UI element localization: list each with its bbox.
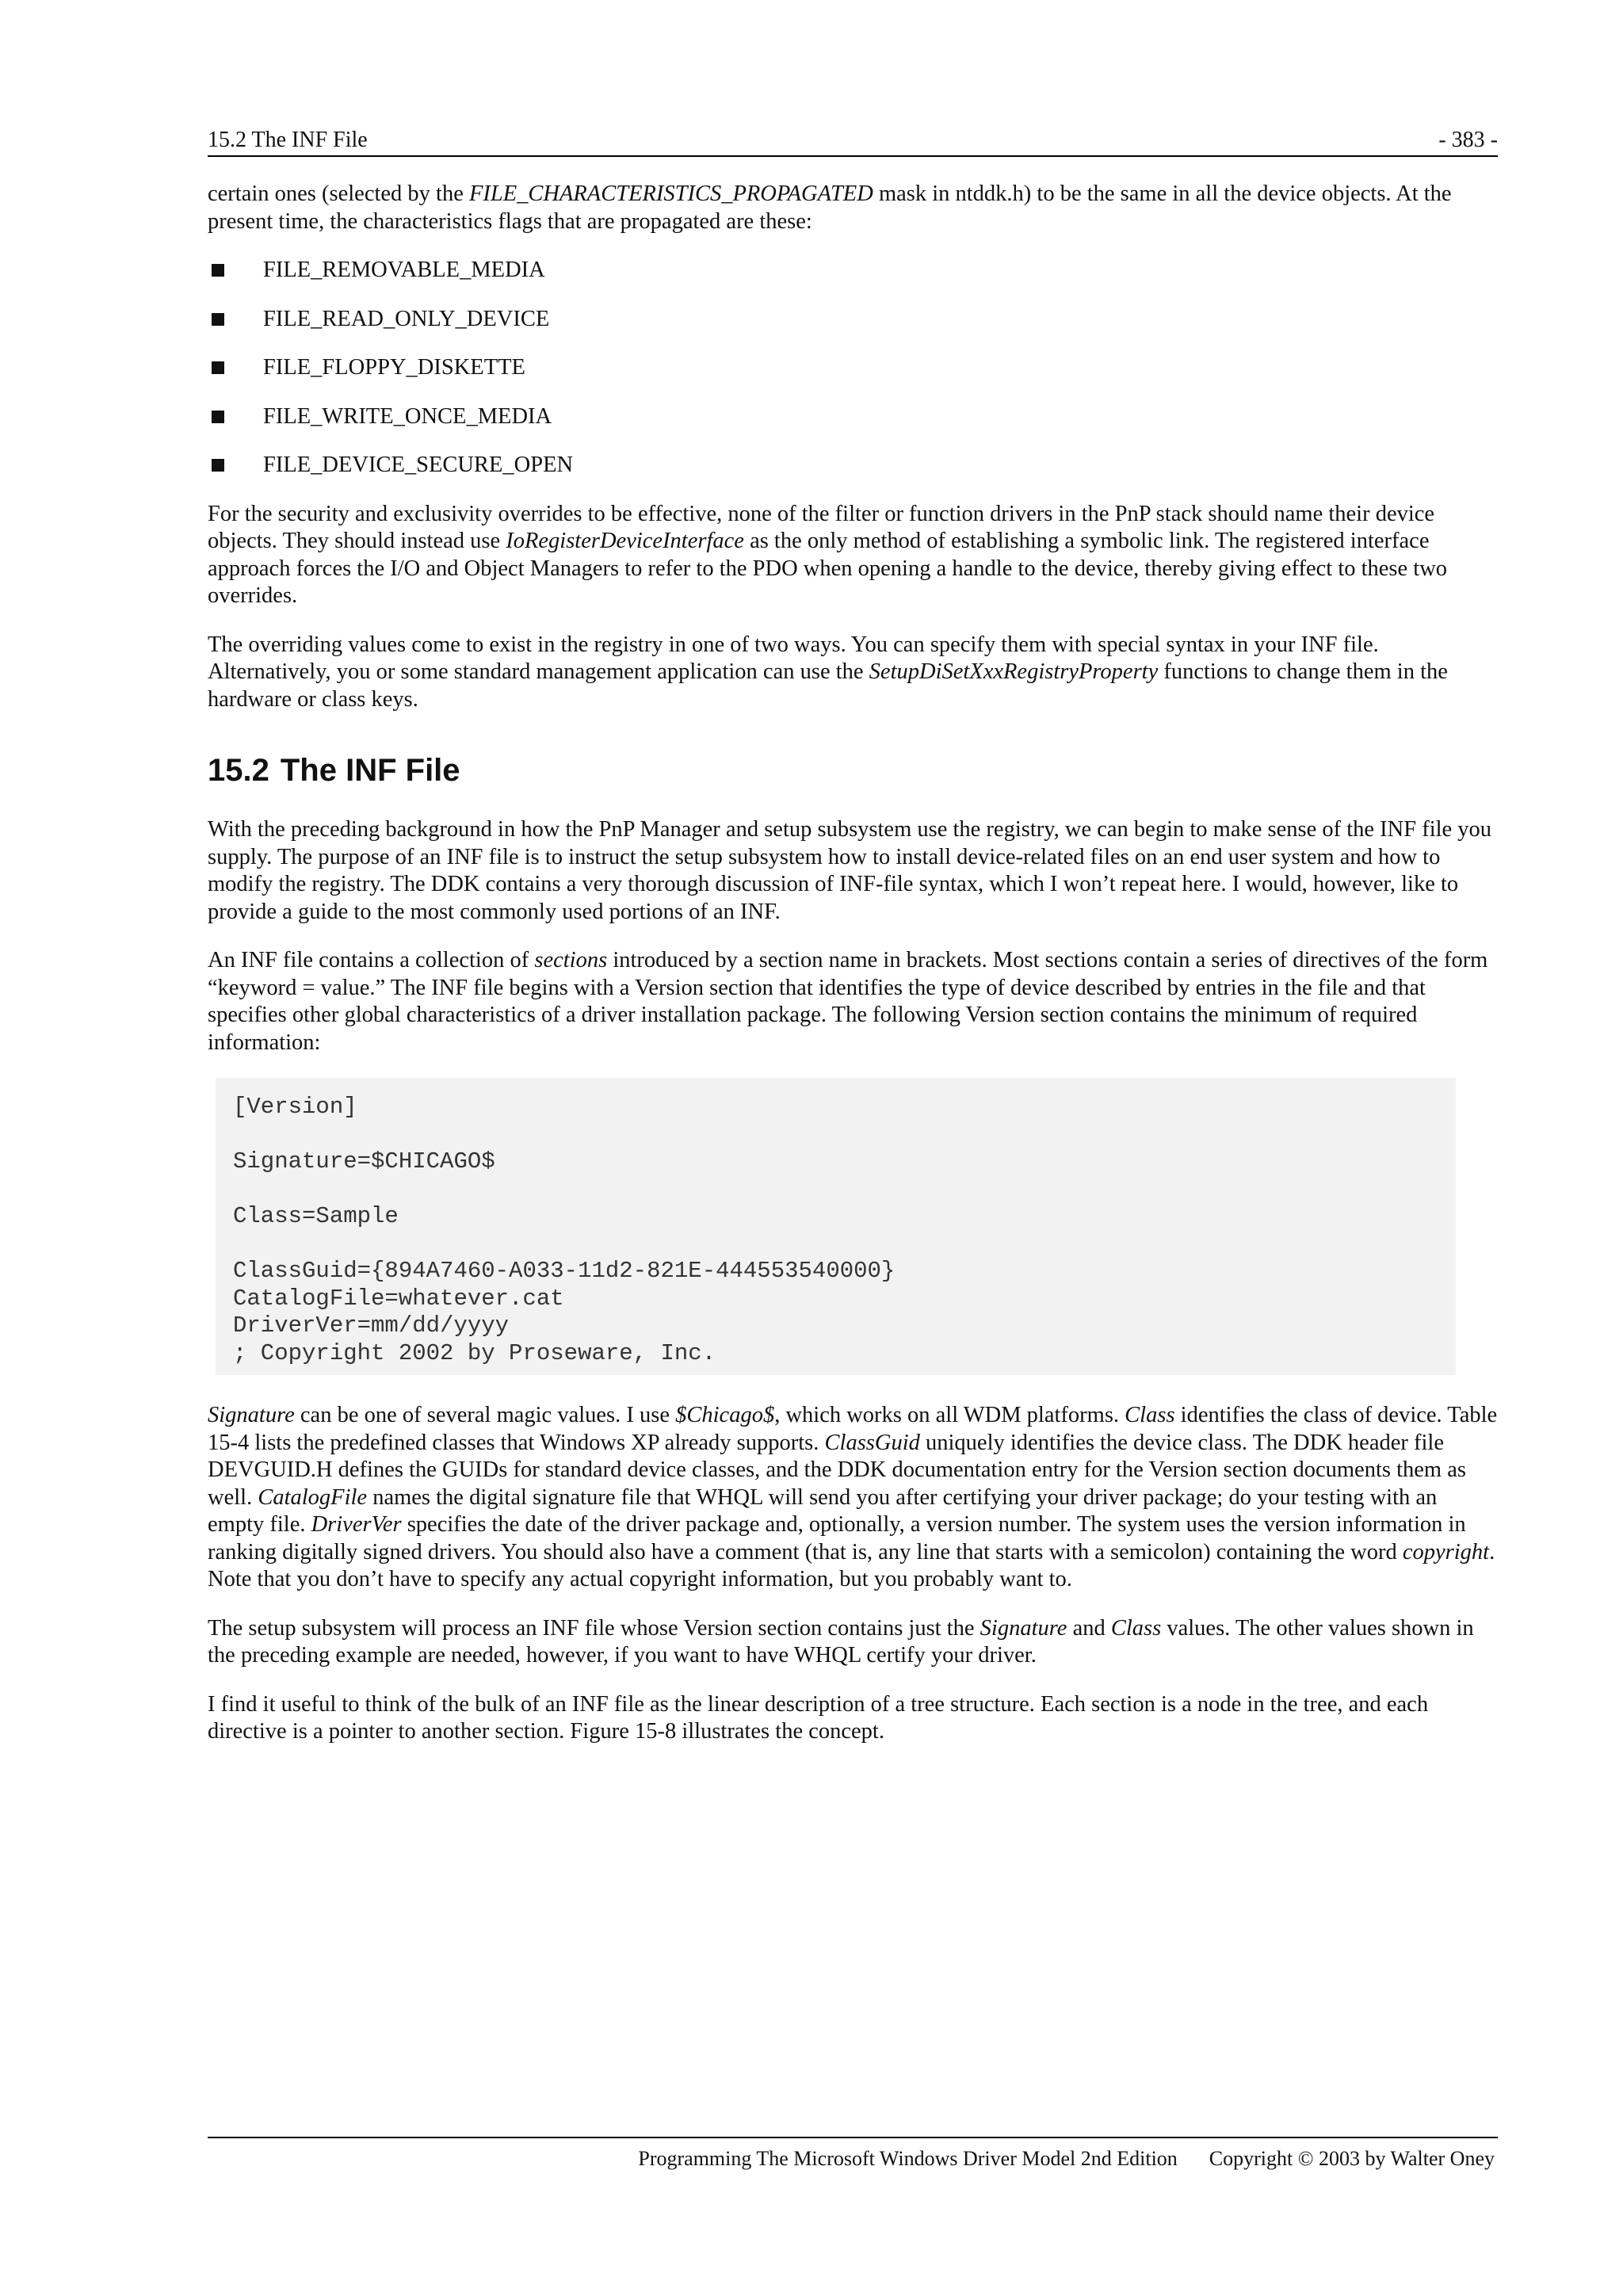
code-line: [Version] <box>233 1094 357 1120</box>
code-block <box>216 1078 1456 1375</box>
setup-paragraph <box>208 1615 1498 1670</box>
term-class: Class <box>1110 1615 1162 1641</box>
code-line: DriverVer=mm/dd/yyyy <box>233 1312 510 1339</box>
overriding-text-1: The overriding values come to exist in the registry in one of two ways. You can specify them with special syntax in your INF file. Alternatively, you or some standard management application can use the <box>208 632 1379 684</box>
setup-text: The setup subsystem will process an INF file whose Version section contains just the <box>208 1615 980 1641</box>
term-chicago: $Chicago$ <box>675 1403 775 1427</box>
flag-name: FILE_FLOPPY_DISKETTE <box>263 355 525 380</box>
term-signature: Signature <box>208 1403 295 1427</box>
signature-text: uniquely identifies the device class. The DDK header file DEVGUID.H defines the GUIDs for standard device classes, and the DDK documentation entry for the Version section documents them as well. <box>208 1430 1466 1510</box>
list-item <box>208 257 1498 285</box>
intro-text-1: certain ones (selected by the <box>208 181 469 206</box>
flag-list <box>208 257 1498 479</box>
list-item <box>208 452 1498 479</box>
flag-name: FILE_READ_ONLY_DEVICE <box>263 306 550 331</box>
setup-text: and <box>1067 1615 1111 1641</box>
square-bullet-icon <box>212 411 224 423</box>
sections-text-1: An INF file contains a collection of <box>208 948 535 972</box>
overriding-paragraph <box>208 632 1498 714</box>
sections-paragraph <box>208 947 1498 1056</box>
security-text-1: For the security and exclusivity overrides to be effective, none of the filter or function drivers in the PnP stack should name their device objects. They should instead use <box>208 501 1435 553</box>
running-footer <box>208 2137 1498 2172</box>
term-copyright: copyright <box>1402 1539 1490 1564</box>
signature-text: specifies the date of the driver package and, optionally, a version number. The system uses the version information in ranking digitally signed drivers. You should also have a comment (that is, any line that starts with a semicolon) containing the word <box>208 1512 1466 1564</box>
code-line: Signature=$CHICAGO$ <box>233 1148 495 1175</box>
code-line: Class=Sample <box>233 1203 399 1229</box>
term-classguid: ClassGuid <box>824 1430 920 1455</box>
security-paragraph <box>208 501 1498 610</box>
header-page-number: - 383 - <box>1438 128 1498 152</box>
intro-text-2: mask in ntddk.h) to be the same in all the device objects. At the present time, the characteristics flags that are propagated are these: <box>208 181 1452 234</box>
overriding-emphasis: SetupDiSetXxxRegistryProperty <box>869 659 1159 684</box>
term-driverver: DriverVer <box>311 1512 402 1537</box>
preceding-paragraph: With the preceding background in how the PnP Manager and setup subsystem use the registry, we can begin to make sense of the INF file you supply. The purpose of an INF file is to instruct the setup subsystem how to install device-related files on an end user system and how to modify the registry. The DDK contains a very thorough discussion of INF-file syntax, which I won’t repeat here. I would, however, like to provide a guide to the most commonly used portions of an INF. <box>208 817 1492 924</box>
term-class: Class <box>1125 1403 1175 1427</box>
flag-name: FILE_WRITE_ONCE_MEDIA <box>263 403 552 429</box>
signature-text: , which works on all WDM platforms. <box>774 1403 1125 1427</box>
signature-paragraph <box>208 1402 1498 1594</box>
signature-text: names the digital signature file that WHQL will send you after certifying your driver package; do your testing with an empty file. <box>208 1484 1438 1537</box>
footer-book-title: Programming The Microsoft Windows Driver Model 2nd Edition <box>638 2147 1178 2170</box>
security-emphasis: IoRegisterDeviceInterface <box>506 529 744 553</box>
square-bullet-icon <box>212 313 224 326</box>
square-bullet-icon <box>212 459 224 472</box>
section-number: 15.2 <box>208 753 269 788</box>
code-line: CatalogFile=whatever.cat <box>233 1285 564 1312</box>
sections-text-2: introduced by a section name in brackets. Most sections contain a series of directives of the form “keyword = value.” The INF file begins with a Version section that identifies the type of device described by entries in the file and that specifies other global characteristics of a driver installation package. The following Version section contains the minimum of required information: <box>208 948 1488 1055</box>
section-title: The INF File <box>280 753 460 788</box>
document-page <box>208 127 1498 2187</box>
square-bullet-icon <box>212 361 224 374</box>
flag-name: FILE_REMOVABLE_MEDIA <box>263 258 545 282</box>
signature-text: can be one of several magic values. I use <box>294 1403 676 1427</box>
code-line: ; Copyright 2002 by Proseware, Inc. <box>233 1339 716 1366</box>
section-heading <box>208 751 1498 789</box>
intro-emphasis: FILE_CHARACTERISTICS_PROPAGATED <box>468 181 873 206</box>
flag-name: FILE_DEVICE_SECURE_OPEN <box>263 453 574 477</box>
list-item <box>208 306 1498 334</box>
overriding-text-2: functions to change them in the hardware or class keys. <box>208 659 1448 712</box>
footer-copyright: Copyright © 2003 by Walter Oney <box>1209 2147 1495 2170</box>
tree-paragraph: I find it useful to think of the bulk of an INF file as the linear description of a tree structure. Each section is a node in the tree, and each directive is a pointer to another section. Figure 15-8 illustrates the concept. <box>208 1691 1429 1744</box>
security-text-2: as the only method of establishing a symbolic link. The registered interface approach forces the I/O and Object Managers to refer to the PDO when opening a handle to the device, thereby giving effect to these two overrides. <box>208 529 1448 608</box>
square-bullet-icon <box>212 264 224 277</box>
list-item <box>208 403 1498 431</box>
header-section-title: 15.2 The INF File <box>208 128 368 152</box>
signature-text: . Note that you don’t have to specify any actual copyright information, but you probably want to. <box>208 1539 1495 1591</box>
sections-emphasis: sections <box>534 948 608 972</box>
list-item <box>208 354 1498 382</box>
code-line: ClassGuid={894A7460-A033-11d2-821E-444553540000} <box>233 1258 896 1284</box>
term-signature: Signature <box>980 1615 1067 1641</box>
setup-text: values. The other values shown in the preceding example are needed, however, if you want to have WHQL certify your driver. <box>208 1615 1474 1668</box>
running-header <box>208 127 1498 157</box>
intro-paragraph <box>208 181 1498 235</box>
signature-text: identifies the class of device. Table 15-4 lists the predefined classes that Windows XP already supports. <box>208 1403 1498 1455</box>
term-catalogfile: CatalogFile <box>258 1484 368 1510</box>
